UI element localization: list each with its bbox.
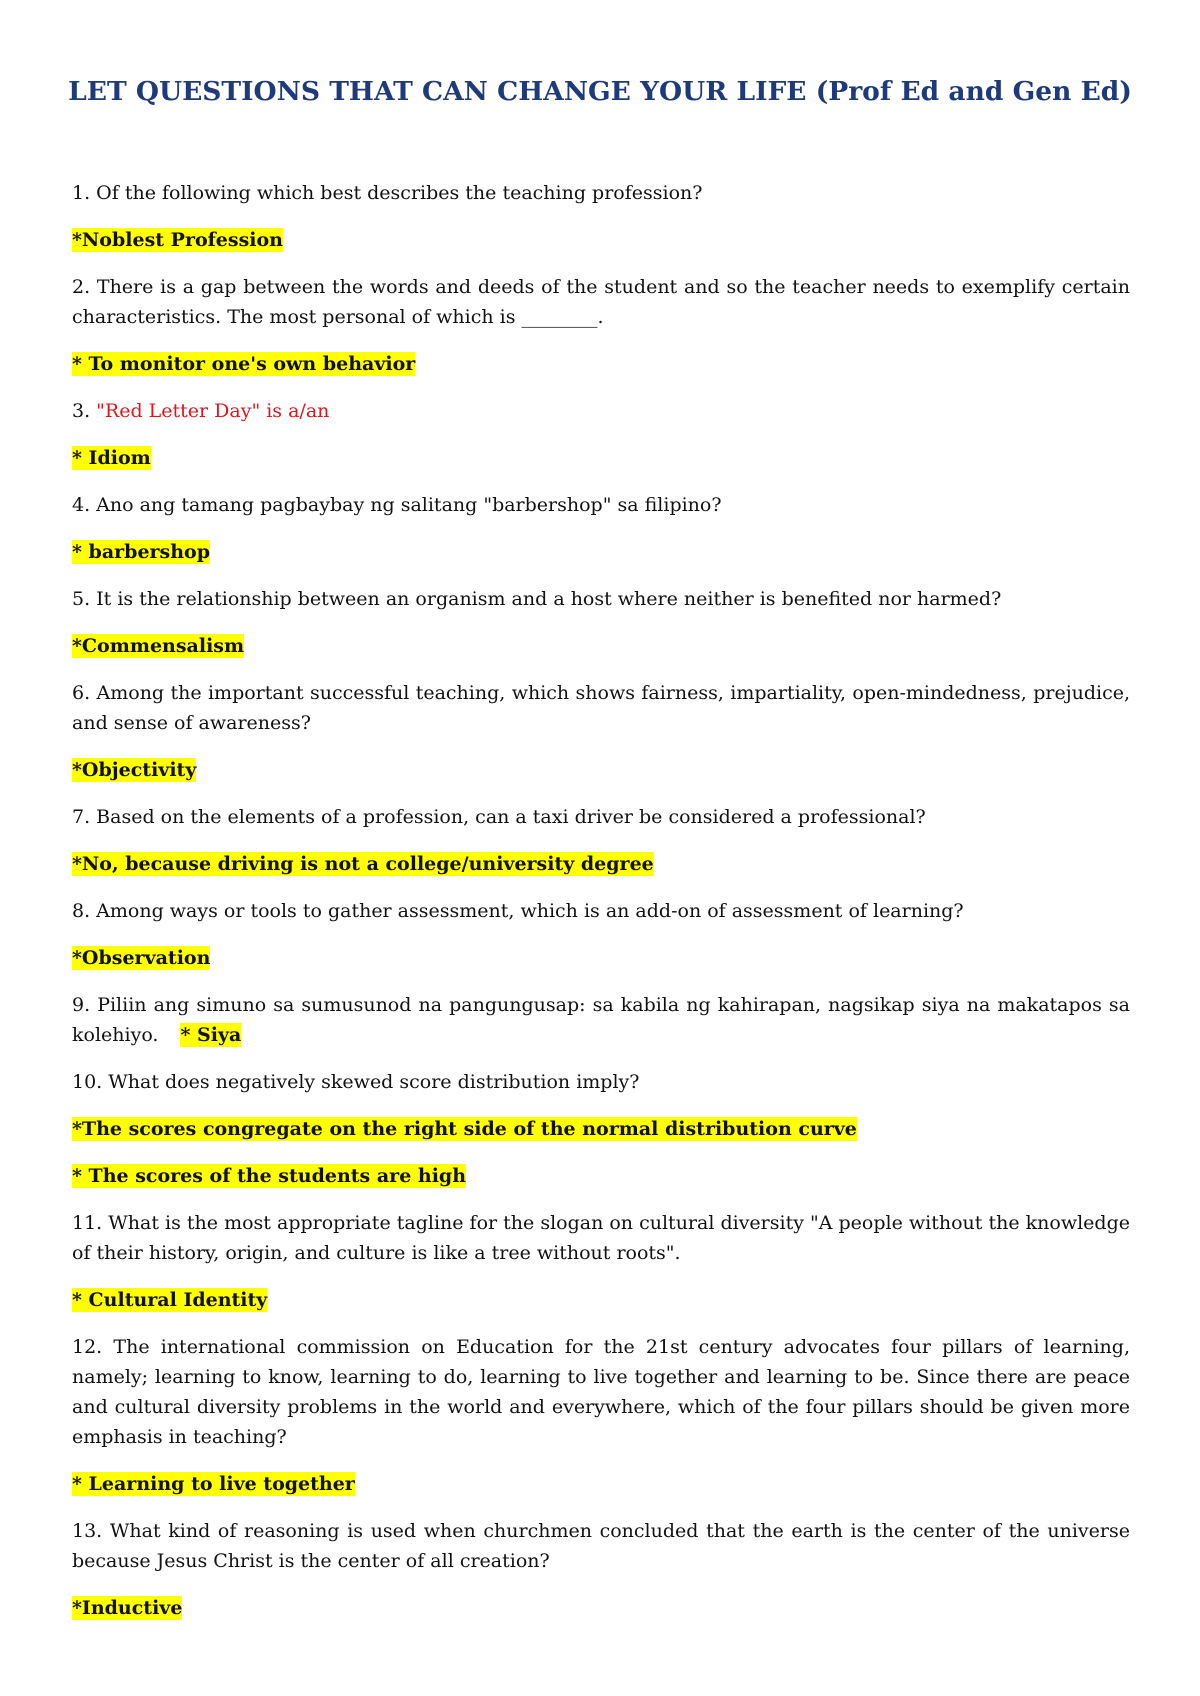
question-5: 5. It is the relationship between an organism and a host where neither is benefited nor harmed? xyxy=(72,588,1002,610)
question-13: 13. What kind of reasoning is used when churchmen concluded that the earth is the center of the universe because Jesus Christ is the center of all creation? xyxy=(72,1520,1130,1572)
answer-1 xyxy=(72,225,1130,255)
answer-highlight: * Cultural Identity xyxy=(72,1289,268,1311)
question-8: 8. Among ways or tools to gather assessment, which is an add-on of assessment of learning? xyxy=(72,900,964,922)
answer-6 xyxy=(72,755,1130,785)
answer-3 xyxy=(72,443,1130,473)
question-7: 7. Based on the elements of a profession, can a taxi driver be considered a professional? xyxy=(72,806,926,828)
question-list xyxy=(72,178,1130,1640)
answer-highlight: *Objectivity xyxy=(72,759,197,781)
question-12: 12. The international commission on Education for the 21st century advocates four pillars of learning, namely; learning to know, learning to do, learning to live together and learning to be. Since there are peace and cultural diversity problems in the world and everywhere, which of the four pillars should be given more emphasis in teaching? xyxy=(72,1336,1130,1448)
question-4: 4. Ano ang tamang pagbaybay ng salitang "barbershop" sa filipino? xyxy=(72,494,722,516)
answer-highlight: *No, because driving is not a college/university degree xyxy=(72,853,654,875)
answer-highlight: *Noblest Profession xyxy=(72,229,283,251)
question-3 xyxy=(72,396,1130,426)
answer-highlight: * The scores of the students are high xyxy=(72,1165,467,1187)
answer-highlight: *The scores congregate on the right side of the normal distribution curve xyxy=(72,1118,857,1140)
answer-2 xyxy=(72,349,1130,379)
answer-4 xyxy=(72,537,1130,567)
question-3-number: 3. xyxy=(72,400,97,422)
answer-7 xyxy=(72,849,1130,879)
answer-highlight: * Learning to live together xyxy=(72,1473,355,1495)
question-6: 6. Among the important successful teaching, which shows fairness, impartiality, open-mindedness, prejudice, and sense of awareness? xyxy=(72,682,1130,734)
answer-highlight: * barbershop xyxy=(72,541,211,563)
answer-13 xyxy=(72,1593,1130,1623)
document-title: LET QUESTIONS THAT CAN CHANGE YOUR LIFE (Prof Ed and Gen Ed) xyxy=(68,76,1132,107)
answer-highlight: *Observation xyxy=(72,947,211,969)
answer-10b xyxy=(72,1161,1130,1191)
answer-12 xyxy=(72,1469,1130,1499)
answer-highlight: *Inductive xyxy=(72,1597,183,1619)
answer-9-inline: * Siya xyxy=(180,1024,242,1046)
answer-10a xyxy=(72,1114,1130,1144)
answer-11 xyxy=(72,1285,1130,1315)
question-1: 1. Of the following which best describes the teaching profession? xyxy=(72,182,703,204)
answer-highlight: * Idiom xyxy=(72,447,151,469)
question-9-text: 9. Piliin ang simuno sa sumusunod na pangungusap: sa kabila ng kahirapan, nagsikap siya na makatapos sa kolehiyo. xyxy=(72,994,1130,1046)
answer-5 xyxy=(72,631,1130,661)
question-11: 11. What is the most appropriate tagline for the slogan on cultural diversity "A people without the knowledge of their history, origin, and culture is like a tree without roots". xyxy=(72,1212,1130,1264)
question-3-text: "Red Letter Day" is a/an xyxy=(96,400,330,422)
answer-highlight: * To monitor one's own behavior xyxy=(72,353,416,375)
answer-8 xyxy=(72,943,1130,973)
question-10: 10. What does negatively skewed score distribution imply? xyxy=(72,1071,640,1093)
answer-highlight: *Commensalism xyxy=(72,635,245,657)
question-9 xyxy=(72,990,1130,1050)
question-2: 2. There is a gap between the words and deeds of the student and so the teacher needs to exemplify certain characteristics. The most personal of which is ________. xyxy=(72,276,1130,328)
